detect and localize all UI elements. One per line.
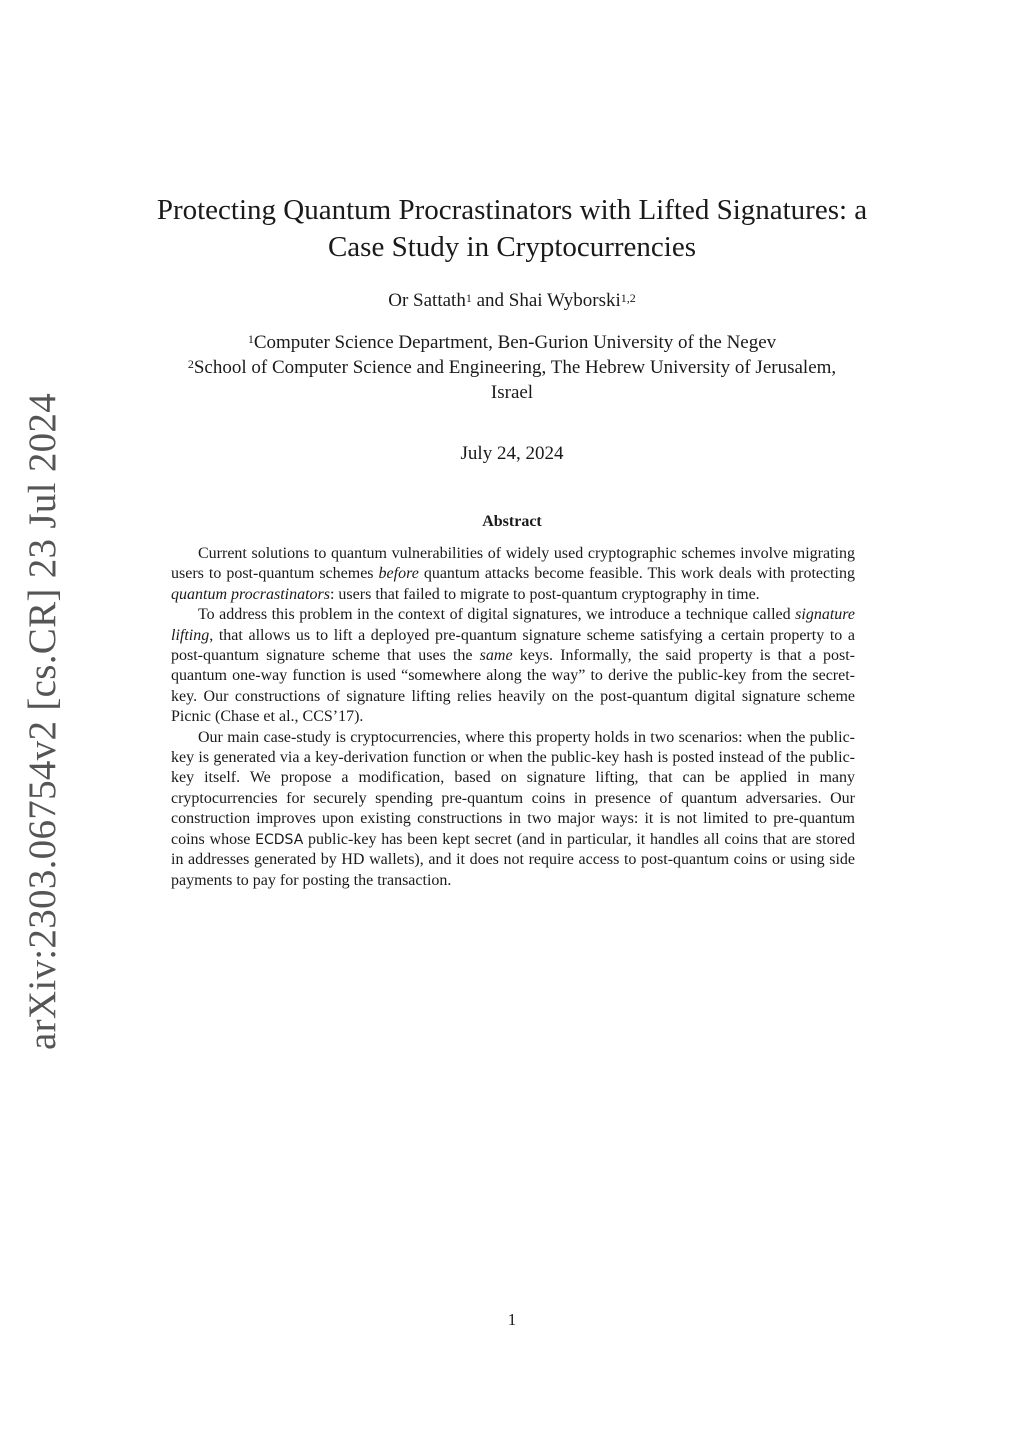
affiliation-2 — [100, 355, 924, 380]
affiliations — [100, 330, 924, 405]
page-number: 1 — [507, 1310, 517, 1329]
abstract-emphasis: before — [378, 565, 419, 583]
abstract-text: keys. Informally, the said property is that a post-quantum one-way function is used “somewhere along the way” to derive the public-key from the secret-key. Our constructions of signature lifting relies heavily on the post-quantum digital signature scheme Picnic (Chase et al., CCS’17). — [171, 647, 855, 726]
author-connector: and — [471, 290, 509, 311]
abstract-body — [171, 544, 855, 891]
abstract-text: public-key has been kept secret (and in particular, it handles all coins that are stored in addresses generated by HD wallets), and it does not require access to post-quantum coins or using side payments to pay for posting the transaction. — [171, 830, 855, 889]
abstract-text: : users that failed to migrate to post-quantum cryptography in time. — [329, 585, 760, 603]
abstract-paragraph — [171, 605, 855, 727]
affiliation-text: Computer Science Department, Ben-Gurion University of the Negev — [253, 332, 777, 353]
abstract-text: Our main case-study is cryptocurrencies, where this property holds in two scenarios: when the public-key is generated via a key-derivation function or when the public-key hash is posted instead of the public-key itself. We propose a modification, based on signature lifting, that can be applied in many cryptocurrencies for securely spending pre-quantum coins in presence of quantum adversaries. Our construction improves upon existing constructions in two major ways: it is not limited to pre-quantum coins whose — [171, 728, 855, 848]
abstract-emphasis: same — [479, 647, 513, 665]
author-name: Or Sattath — [388, 290, 466, 311]
author-name: Shai Wyborski — [508, 290, 621, 311]
affiliation-mark: 2 — [187, 357, 194, 371]
arxiv-identifier-stamp: arXiv:2303.06754v2 [cs.CR] 23 Jul 2024 — [21, 392, 64, 1050]
abstract-heading: Abstract — [482, 513, 542, 530]
author-affiliation-mark: 1 — [465, 291, 472, 305]
abstract-text: quantum attacks become feasible. This work deals with protecting — [418, 565, 856, 583]
author-affiliation-mark: 1,2 — [620, 291, 636, 305]
abstract-sans-term: ECDSA — [255, 831, 304, 848]
abstract-emphasis: signature lifting — [171, 606, 855, 644]
author-list — [100, 288, 924, 314]
abstract-text: , that allows us to lift a deployed pre-quantum signature scheme satisfying a certain property to a post-quantum signature scheme that uses the — [171, 626, 855, 665]
paper-title — [100, 192, 924, 266]
title-line-2: Case Study in Cryptocurrencies — [327, 231, 697, 263]
affiliation-mark: 1 — [247, 332, 254, 346]
abstract-emphasis: quantum procrastinators — [171, 585, 330, 603]
abstract-paragraph — [171, 544, 855, 605]
abstract-paragraph — [171, 728, 855, 891]
affiliation-2-continued: Israel — [490, 382, 534, 403]
abstract-text: To address this problem in the context of digital signatures, we introduce a technique called — [198, 606, 796, 624]
publication-date: July 24, 2024 — [460, 443, 564, 464]
title-line-1: Protecting Quantum Procrastinators with Lifted Signatures: a — [156, 194, 868, 226]
abstract-text: Current solutions to quantum vulnerabilities of widely used cryptographic schemes involve migrating users to post-quantum schemes — [171, 545, 855, 583]
affiliation-1 — [100, 330, 924, 355]
affiliation-text: School of Computer Science and Engineering, The Hebrew University of Jerusalem, — [193, 357, 837, 378]
